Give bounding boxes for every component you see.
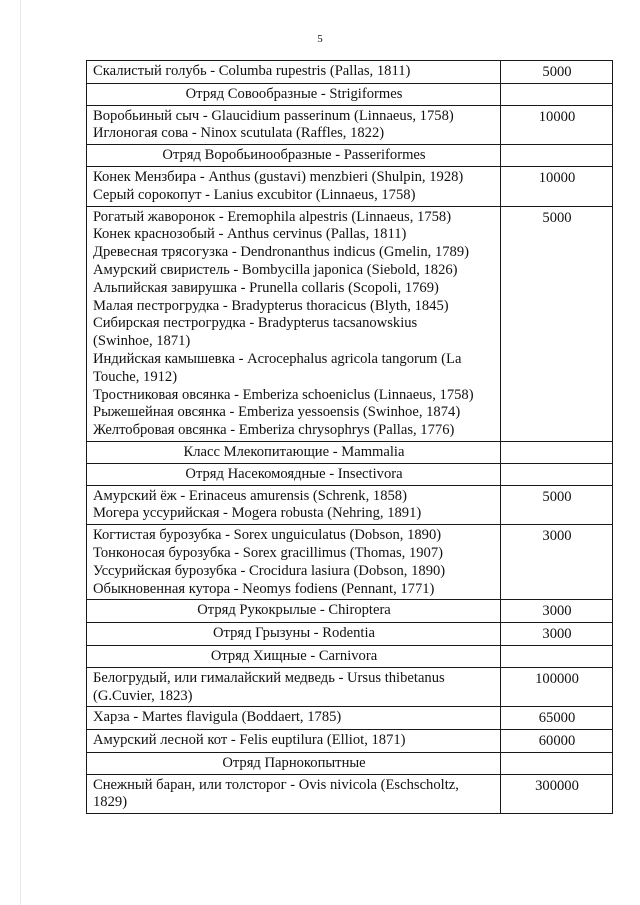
table-row [87,166,613,206]
species-line: Тонконосая бурозубка - Sorex gracillimus (Thomas, 1907) [93,544,444,561]
species-line: Желтобровая овсянка - Emberiza chrysophrys (Pallas, 1776) [93,422,455,439]
taxon-heading-cell [87,623,501,646]
species-line: Скалистый голубь - Columba rupestris (Pallas, 1811) [93,63,411,79]
page-number: 5 [317,33,323,45]
table-heading-row [87,645,613,667]
taxon-heading: Отряд Хищные - Carnivora [210,647,378,664]
species-line: Амурский лесной кот - Felis euptilura (Elliot, 1871) [93,732,406,749]
amount-cell: 65000 [501,707,613,730]
species-cell [87,166,501,206]
species-cell [87,105,501,145]
table-row [87,667,613,707]
species-line: Воробьиный сыч - Glaucidium passerinum (Linnaeus, 1758) [93,107,454,124]
amount-cell [501,441,613,463]
table-row [87,707,613,730]
table-row [87,525,613,600]
taxon-heading: Отряд Рукокрылые - Chiroptera [197,602,391,619]
species-line: Уссурийская бурозубка - Crocidura lasiura (Dobson, 1890) [93,562,446,579]
taxon-heading-cell [87,752,501,774]
species-line: Древесная трясогузка - Dendronanthus indicus (Gmelin, 1789) [93,244,469,261]
species-cell [87,667,501,707]
species-line: Альпийская завирушка - Prunella collaris (Scopoli, 1769) [93,279,439,296]
species-cell [87,485,501,525]
taxon-heading: Отряд Грызуны - Rodentia [212,625,375,642]
taxon-heading: Отряд Воробьинообразные - Passeriformes [162,147,426,164]
taxon-heading-cell [87,441,501,463]
amount-cell [501,463,613,485]
taxon-heading-cell [87,145,501,167]
amount-cell: 5000 [501,61,613,84]
table-heading-row [87,463,613,485]
species-line: Малая пестрогрудка - Bradypterus thoracicus (Blyth, 1845) [93,297,449,314]
amount-cell: 3000 [501,525,613,600]
species-line: Могера уссурийская - Mogera robusta (Nehring, 1891) [93,505,422,522]
amount-cell: 3000 [501,623,613,646]
species-line: Харза - Martes flavigula (Boddaert, 1785) [93,709,342,726]
amount-cell: 10000 [501,105,613,145]
species-line: Индийская камышевка - Acrocephalus agricola tangorum (La [93,350,462,367]
table-heading-row [87,623,613,646]
amount-cell [501,83,613,105]
table-row [87,206,613,441]
species-line: Рогатый жаворонок - Eremophila alpestris (Linnaeus, 1758) [93,208,452,225]
table-body [87,61,613,814]
species-line: (Swinhoe, 1871) [93,333,191,350]
species-line: Тростниковая овсянка - Emberiza schoeniclus (Linnaeus, 1758) [93,386,474,403]
table-heading-row [87,83,613,105]
amount-cell: 60000 [501,730,613,753]
amount-cell: 10000 [501,166,613,206]
species-line: Когтистая бурозубка - Sorex unguiculatus (Dobson, 1890) [93,527,442,544]
species-line: Рыжешейная овсянка - Emberiza yessoensis (Swinhoe, 1874) [93,404,461,421]
amount-cell: 300000 [501,774,613,814]
taxon-heading: Отряд Парнокопытные [222,754,366,771]
table-row [87,774,613,814]
species-cell [87,730,501,753]
species-line: Белогрудый, или гималайский медведь - Ursus thibetanus [93,669,445,686]
species-line: Сибирская пестрогрудка - Bradypterus tacsanowskius [93,315,418,332]
species-line: (G.Cuvier, 1823) [93,687,193,704]
taxon-heading: Отряд Насекомоядные - Insectivora [185,465,403,482]
species-line: Конек Мензбира - Anthus (gustavi) menzbieri (Shulpin, 1928) [93,168,464,185]
taxon-heading: Класс Млекопитающие - Mammalia [183,443,405,460]
taxon-heading-cell [87,463,501,485]
amount-cell: 5000 [501,206,613,441]
species-line: Амурский свиристель - Bombycilla japonica (Siebold, 1826) [93,261,458,278]
species-line: Конек краснозобый - Anthus cervinus (Pallas, 1811) [93,226,407,243]
taxon-heading: Отряд Совообразные - Strigiformes [185,85,403,102]
species-cell [87,206,501,441]
amount-cell: 3000 [501,600,613,623]
taxon-heading-cell [87,83,501,105]
species-cell [87,61,501,84]
amount-cell: 100000 [501,667,613,707]
taxon-heading-cell [87,645,501,667]
species-cell [87,525,501,600]
species-line: Снежный баран, или толсторог - Ovis nivicola (Eschscholtz, [93,776,459,793]
taxon-heading-cell [87,600,501,623]
amount-cell [501,145,613,167]
species-line: Обыкновенная кутора - Neomys fodiens (Pennant, 1771) [93,580,435,597]
amount-cell [501,645,613,667]
table-row [87,730,613,753]
table-heading-row [87,600,613,623]
species-compensation-table [86,60,613,814]
species-line: Иглоногая сова - Ninox scutulata (Raffles, 1822) [93,125,385,142]
species-line: Амурский ёж - Erinaceus amurensis (Schrenk, 1858) [93,487,407,504]
species-line: 1829) [93,794,128,811]
species-cell [87,707,501,730]
table-row [87,485,613,525]
table-row [87,105,613,145]
species-line: Touche, 1912) [93,368,178,385]
table-heading-row [87,441,613,463]
table-heading-row [87,145,613,167]
species-cell [87,774,501,814]
table-heading-row [87,752,613,774]
table-row [87,61,613,84]
species-line: Серый сорокопут - Lanius excubitor (Linnaeus, 1758) [93,186,416,203]
amount-cell [501,752,613,774]
scan-margin-line [20,0,21,905]
amount-cell: 5000 [501,485,613,525]
